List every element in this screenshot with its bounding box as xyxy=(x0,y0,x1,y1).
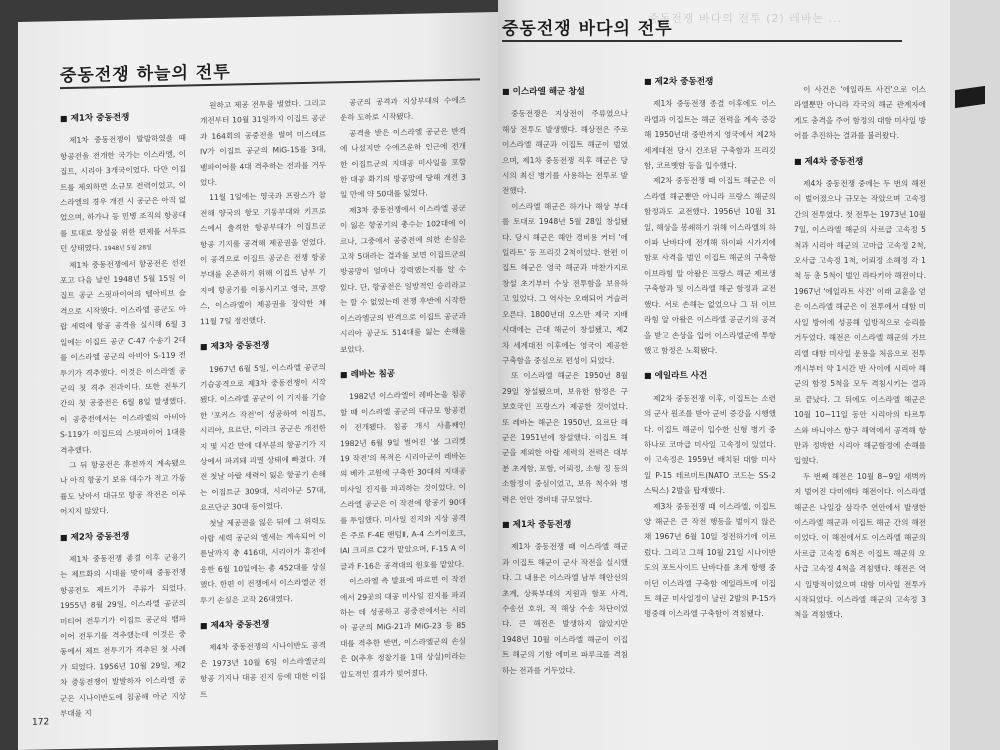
left-column-2 xyxy=(200,96,326,703)
paragraph: 제2차 중동전쟁 이후, 이집트는 소련의 군사 원조를 받아 군비 증강을 시행했다. 이집트 해군이 입수한 신형 병기 중 하나로 코마급 미사일 고속정이 있었다. 이 고속정은 1959년 배치된 대함 미사일 P-15 테르미트(NATO 코드는 SS-2 스틱스) 2발을 탑재했다. xyxy=(644,393,776,496)
section-heading: ■ 제4차 중동전쟁 xyxy=(200,616,326,635)
section-heading: ■ 제4차 중동전쟁 xyxy=(794,154,926,170)
paragraph: 제1차 중동전쟁 때 이스라엘 해군과 이집트 해군이 군사 작전을 실시했다. 그 내용은 이스라엘 남부 해안선의 초계, 상륙부대의 지원과 함포 사격, 수송선 호위, 적 해상 수송 차단이었다. 큰 해전은 발생하지 않았지만 1948년 10월 이스라엘 해군이 이집트 해군의 기함 에미르 파루크를 격침하는 전과를 거두었다. xyxy=(502,542,628,675)
right-title-rule xyxy=(502,40,902,42)
section-heading: ■ 이스라엘 해군 창설 xyxy=(502,84,628,100)
paragraph: 제1차 중동전쟁에서 항공전은 선전포고 다음 날인 1948년 5월 15일 이집트 공군 스핏파이어의 텔아비브 습격으로 시작했다. 이스라엘 공군도 아랍 세력에 항공 공격을 실시해 6월 3일에는 이집트 공군 C-47 수송기 2대를 이스라엘 공군의 아비아 S-119 전투기가 격추했다. 이것은 이스라엘 공군의 첫 격추 전과이다. 또한 전투기 간의 첫 공중전은 6월 8일 발생했다. 이 공중전에서는 이스라엘의 아비아 S-119가 이집트의 스핏파이어 1대를 격추했다. xyxy=(60,258,186,455)
left-column-1 xyxy=(60,98,186,721)
footnote: 1948년 5월 28일 xyxy=(103,244,152,253)
paragraph: 1967년 6월 5일, 이스라엘 공군의 기습공격으로 제3차 중동전쟁이 시작됐다. 이스라엘 공군이 이 기지를 기습한 '포커스 작전'이 성공하여 이집트, 시리아, 요르단, 이라크 공군은 개전한 지 몇 시간 만에 대부분의 항공기가 지상에서 파괴돼 괴멸 상태에 빠졌다. 개전 첫날 아랍 세력이 잃은 항공기 손해는 이집트군 309대, 시리아군 57대, 요르단군 30대 등이었다. xyxy=(200,362,326,513)
paragraph: 제1차 중동전쟁이 발발하였을 때 항공전을 전개한 국가는 이스라엘, 이집트, 시리아 3개국이었다. 다만 이집트를 제외하면 소규모 전력이었고, 이스라엘의 경우 개전 시 공군은 아직 없었으며, 하가나 등 민병 조직의 항공대를 토대로 창설을 위한 편제를 서두르던 상태였다. 1948년 5월 28일 xyxy=(60,133,186,254)
paragraph: 이 사건은 '에일라트 사건'으로 이스라엘뿐만 아니라 각국의 해군 관계자에게도 충격을 주어 함정의 대함 미사일 방어를 추진하는 결과를 불러왔다. xyxy=(794,85,926,141)
paragraph: 제1차 중동전쟁 종결 이후 군용기는 제트화의 시대를 맞이해 중동전쟁 항공전도 제트기가 주류가 되었다. 1955년 8월 29일, 이스라엘 공군의 미티어 전투기가 이집트 공군의 뱀파이어 전투기를 격추했는데 이것은 중동에서 제트 전투기가 격추된 첫 사례가 되었다. 1956년 10월 29일, 제2차 중동전쟁이 발발하자 이스라엘 공군은 시나이반도에 침공해 아군 지상부대를 지 xyxy=(60,552,186,719)
section-heading: ■ 제2차 중동전쟁 xyxy=(644,74,776,90)
right-column-1 xyxy=(502,74,628,678)
paragraph: 제3차 중동전쟁에서 이스라엘 공군이 잃은 항공기의 총수는 102대에 이르나, 그중에서 공중전에 의한 손실은 고작 5대라는 결과를 보면 이집트군의 방공망이 얼마나 강력했는지를 알 수 있다. 단, 항공전은 일방적인 승리라고는 할 수 없었는데 전쟁 후반에 시작한 이스라엘군의 반격으로 이집트 공군과 시리아 공군도 514대를 잃는 손해를 보았다. xyxy=(340,203,466,354)
paragraph: 이스라엘 해군은 하가나 해상 부대를 토대로 1948년 5월 28일 창설됐다. 당시 해군은 해안 경비용 커터 '에일라트' 등 프리깃 2척이었다. 한편 이집트 해군은 영국 해군과 마찬가지로 창설 초기부터 수상 전투함을 보유하고 있었다. 그 역사는 오래되어 거슬러 오른다. 1800년대 오스만 제국 지배 시대에는 근대 해군이 창설됐고, 제2차 세계대전 이후에는 영국이 제공한 구축함을 중심으로 편성이 되었다. xyxy=(502,201,628,365)
paragraph: 원하고 제공 전투를 벌였다. 그리고 개전부터 10월 31일까지 이집트 공군과 164회의 공중전을 벌여 미스테르 IV가 이집트 공군의 MiG-15를 3대, 뱀파이어를 4대 격추하는 전과를 거두었다. xyxy=(200,98,326,188)
paragraph: 11월 1일에는 영국과 프랑스가 참전해 양국의 항모 기동부대와 키프로스에서 출격한 항공부대가 이집트군 항공 기지를 공격해 제공권을 얻었다. 이 공격으로 이집트 공군은 전쟁 항공 부대를 온존하기 위해 이집트 남부 기지에 항공기를 이동시키고 영국, 프랑스, 이스라엘이 제공권을 장악한 채 11월 7일 정전했다. xyxy=(200,190,326,326)
left-page xyxy=(18,12,498,750)
section-heading: ■ 레바논 침공 xyxy=(340,365,466,384)
section-heading: ■ 제1차 중동전쟁 xyxy=(60,108,186,127)
paragraph: 중동전쟁은 지상전이 주류였으나 해상 전투도 발생했다. 해상전은 주로 이스라엘 해군과 이집트 해군이 벌였으며, 제1차 중동전쟁 직후 해군은 당시의 최신 병기를 사용하는 전투로 발전했다. xyxy=(502,109,628,196)
paragraph: 이스라엘 측 발표에 따르면 이 작전에서 29곳의 대공 미사일 진지를 파괴하는 데 성공하고 공중전에서는 시리아 공군의 MiG-21과 MiG-23 등 85대를 격추한 반면, 이스라엘군의 손실은 0(추후 정찰기를 1대 상실)이라는 압도적인 결과가 빚어졌다. xyxy=(340,574,466,679)
paragraph: 제4차 중동전쟁 중에는 두 번의 해전이 벌어졌으나 규모는 작았으며 고속정 간의 전투였다. 첫 전투는 1973년 10월 7일, 이스라엘 해군의 사르급 고속정 5척과 시리아 해군의 고마급 고속정 2척, 오사급 고속정 1척, 어뢰정 소해정 각 1척 등 총 5척이 벌인 라타키아 해전이다. 1967년 '에일라트 사건' 이래 교훈을 얻은 이스라엘 해군은 이 전투에서 대함 미사일 방어에 성공해 일방적으로 승리를 거두었다. 해전은 이스라엘 해군의 가브리엘 대함 미사일 운용을 처음으로 전투 개시부터 약 1시간 반 사이에 시리아 해군의 함정 5척을 모두 격침시키는 결과로 끝났다. 그 뒤에도 이스라엘 해군은 10월 10~11일 동안 시리아의 타르투스와 바니야스 항구 해역에서 공격해 항만과 정박한 시리아 해군함정에 손해를 입혔다. xyxy=(794,179,926,466)
right-column-3 xyxy=(794,82,926,623)
paragraph: 1982년 이스라엘이 레바논을 침공할 때 이스라엘 공군의 대규모 항공전이 전개됐다. 침공 개시 사흘째인 1982년 6월 9일 벌어진 '볼 그리켓 19 작전'의 목적은 시리아군이 레바논의 베카 고원에 구축한 30대의 지대공 미사일 진지를 파괴하는 것이었다. 이스라엘 공군은 이 작전에 항공기 90대를 투입했다. 미사일 진지와 지상 공격은 주로 F-4E 팬텀Ⅱ, A-4 스카이호크, IAI 크피르 C2가 맡았으며, F-15 A 이글과 F-16은 공격대의 원호를 맡았다. xyxy=(340,389,466,572)
section-heading: ■ 제1차 중동전쟁 xyxy=(502,517,628,533)
paragraph: 제4차 중동전쟁의 시나이반도 공격은 1973년 10월 6일 이스라엘군의 항공 기지나 대공 진지 등에 대한 이집트 xyxy=(200,640,326,699)
left-column-3 xyxy=(340,93,466,683)
right-page-title: 중동전쟁 바다의 전투 xyxy=(502,19,673,39)
paragraph: 첫날 제공권을 잃은 뒤에 그 위력도 아랍 세력 공군의 엘세는 계속되어 이튿날까지 총 416대, 시리아가 휴전에 응한 6월 10일에는 총 452대를 상실했다. 한편 이 전쟁에서 이스라엘군 전투기 손실은 고작 26대였다. xyxy=(200,516,326,605)
paragraph: 두 번째 해전은 10월 8~9일 새벽까지 벌어진 다미에타 해전이다. 이스라엘 해군은 나일강 삼각주 연안에서 발생한 이스라엘 해군과 이집트 해군 간의 해전이었다. 이 해전에서도 이스라엘 해군의 사르급 고속정 6척은 이집트 해군의 오사급 고속정 4척을 격침했다. 해전은 역시 일방적이었으며 대함 미사일 전투가 시작되었다. 이스라엘 해군의 고속정 3척을 격침했다. xyxy=(794,471,926,620)
paragraph: 제1차 중동전쟁 종결 이후에도 이스라엘과 이집트는 해군 전력을 계속 증강해 1950년대 중반까지 영국에서 제2차 세계대전 당시 건조된 구축함과 프리깃함, 코르벳함 등을 입수했다. xyxy=(644,99,776,171)
section-heading: ■ 제3차 중동전쟁 xyxy=(200,337,326,356)
paragraph: 공격을 받은 이스라엘 공군은 반격에 나섰지만 수에즈운하 인근에 전개한 이집트군의 지대공 미사일을 포함한 대공 화기의 방공망에 당해 개전 3일 만에 약 50대를 잃었다. xyxy=(340,126,466,200)
right-column-2 xyxy=(644,64,776,622)
paragraph: 또 이스라엘 해군은 1950년 8월 29일 창설됐으며, 보유한 함정은 구 보호국인 프랑스가 제공한 것이었다. 또 레바논 해군은 1950년, 요르단 해군은 1951년에 창설했다. 이집트 해군을 제외한 아랍 세력의 전력은 대부분 초계함, 포함, 어뢰정, 소형 정 등의 소함정이 중심이었고, 보유 척수와 병력은 연안 경비대 규모였다. xyxy=(502,371,628,504)
paragraph: 제2차 중동전쟁 때 이집트 해군은 이스라엘 해군뿐만 아니라 프랑스 해군의 함정과도 교전했다. 1956년 10월 31일, 해상을 봉쇄하기 위해 이스라엘의 하이파 난바다에 전개해 하이파 시가지에 함포 사격을 벌인 이집트 해군의 구축함 이브라힘 알 아왈은 프랑스 해군 제르생 구축함과 및 이스라엘 해군 함정과 교전했다. 서로 손해는 없었으나 그 뒤 이브라힘 알 아왈은 이스라엘 공군기의 공격을 받고 손상을 입어 이스라엘군에 투항했고 함정은 노획됐다. xyxy=(644,176,776,355)
paragraph: 제3차 중동전쟁 때 이스라엘, 이집트 양 해군은 큰 작전 행동을 벌이지 않은 채 1967년 6월 10일 정전하기에 이르렀다. 그리고 그해 10월 21일 시나이반도의 포트사이드 난바다를 초계 항행 중이던 이스라엘 구축함 에일라트에 이집트 해군 미사일정이 날린 2발의 P-15가 명중해 이스라엘 구축함이 격침됐다. xyxy=(644,501,776,619)
page-number: 172 xyxy=(32,717,50,728)
section-heading: ■ 제2차 중동전쟁 xyxy=(60,527,186,546)
bleed-through-text: 중동전쟁 바다의 전투 (2) 레바논 ... xyxy=(648,12,843,25)
left-page-title: 중동전쟁 하늘의 전투 xyxy=(60,62,231,87)
paragraph: 그 뒤 항공전은 휴전까지 계속됐으나 아직 항공기 보유 대수가 적고 가동률도 낮아서 대규모 항공 작전은 이루어지지 않았다. xyxy=(60,458,186,517)
paragraph: 공군의 공격과 지상부대의 수에즈운하 도하로 시작됐다. xyxy=(340,95,466,123)
section-heading: ■ 에일라트 사건 xyxy=(644,368,776,384)
book-edge xyxy=(950,0,1000,750)
right-page xyxy=(498,0,950,750)
